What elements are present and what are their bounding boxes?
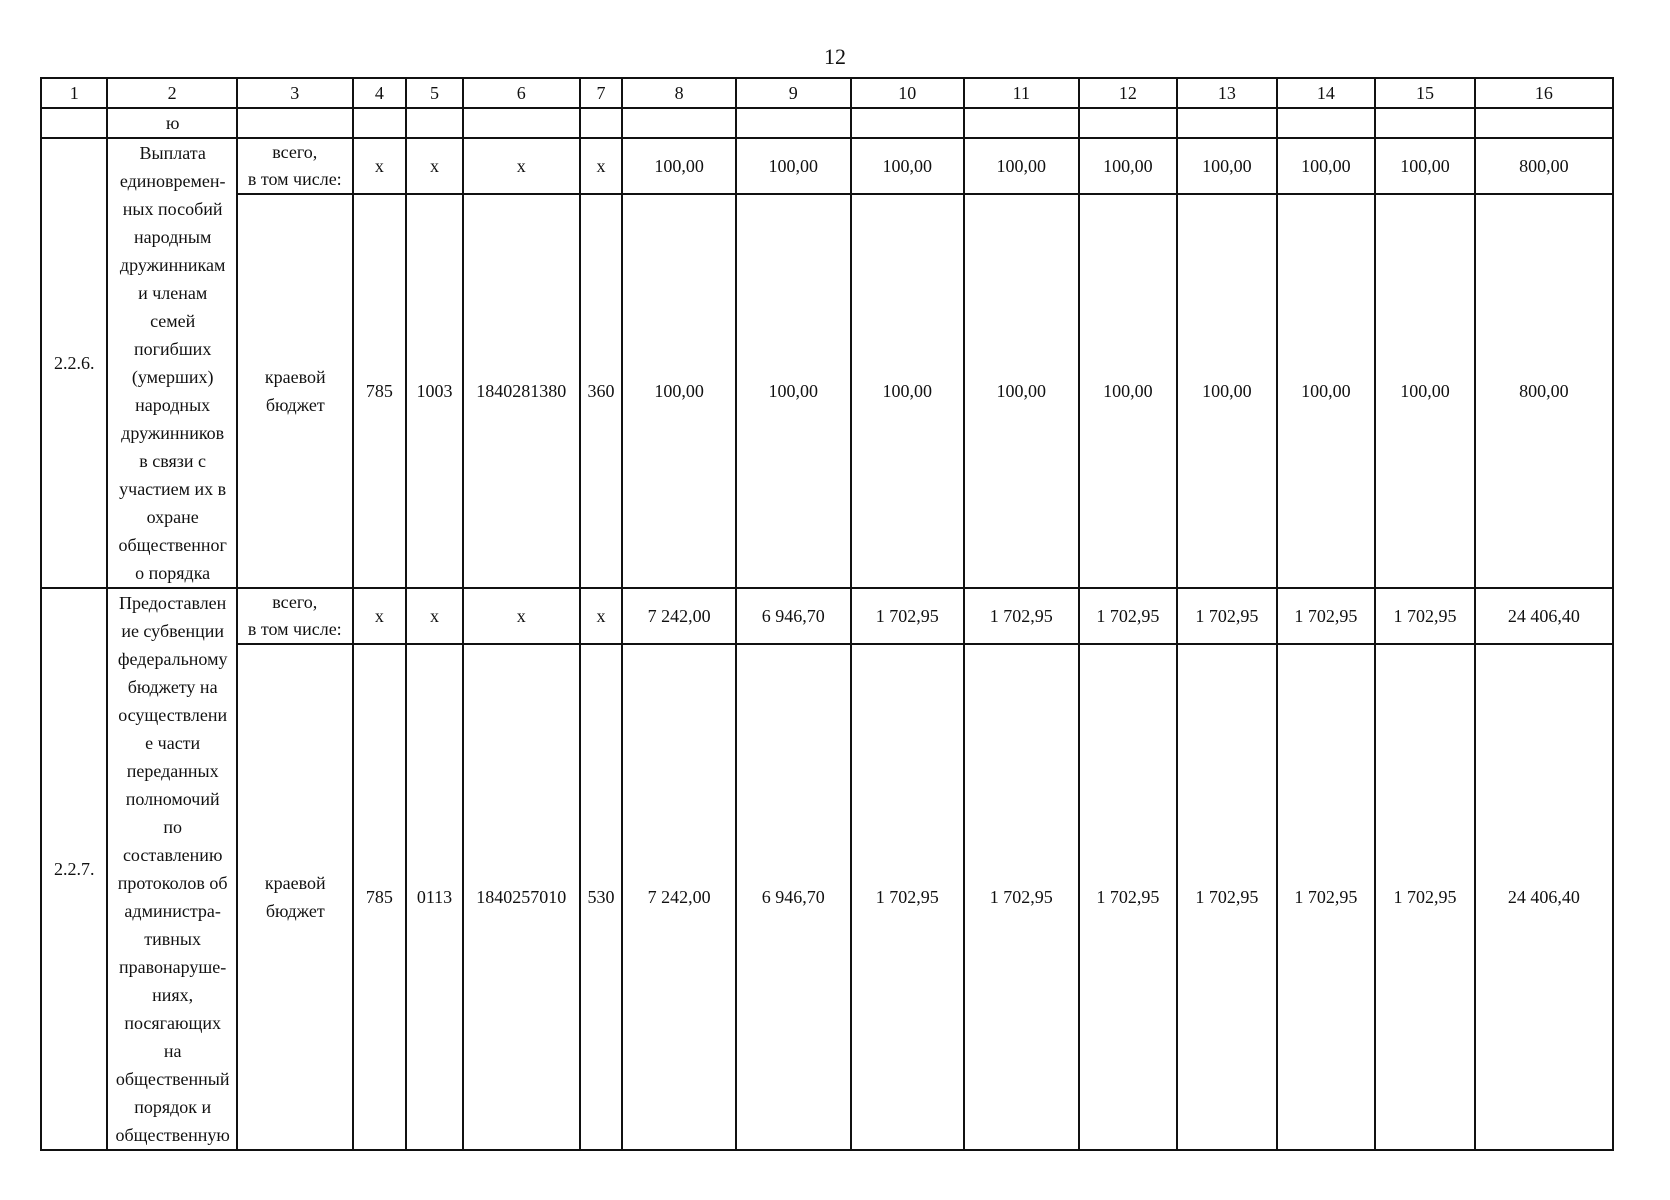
table-row	[41, 588, 1613, 644]
item-code: 2.2.7.	[41, 588, 107, 1150]
table-cell	[41, 108, 107, 138]
table-row	[41, 194, 1613, 588]
name-cell: ю	[107, 108, 237, 138]
column-header: 15	[1375, 78, 1475, 108]
amount-cell: 1 702,95	[1177, 588, 1277, 644]
source-total-label: всего, в том числе:	[237, 138, 353, 194]
table-cell: 0113	[406, 644, 463, 1150]
amount-cell: 100,00	[1177, 138, 1277, 194]
source-cell: краевой бюджет	[237, 194, 353, 588]
table-cell: x	[580, 138, 623, 194]
column-header: 14	[1277, 78, 1376, 108]
table-cell: 1840257010	[463, 644, 580, 1150]
budget-table	[40, 77, 1614, 1151]
amount-cell: 100,00	[964, 194, 1079, 588]
amount-cell: 100,00	[964, 138, 1079, 194]
amount-cell: 100,00	[1177, 194, 1277, 588]
amount-cell: 1 702,95	[1277, 644, 1376, 1150]
table-row	[41, 138, 1613, 194]
column-header: 2	[107, 78, 237, 108]
table-cell: x	[406, 138, 463, 194]
column-header: 1	[41, 78, 107, 108]
amount-cell: 1 702,95	[1375, 588, 1475, 644]
table-cell: 530	[580, 644, 623, 1150]
amount-cell: 100,00	[1079, 138, 1178, 194]
table-cell: 360	[580, 194, 623, 588]
amount-cell: 6 946,70	[736, 588, 851, 644]
table-cell: x	[353, 588, 407, 644]
amount-cell: 100,00	[1375, 138, 1475, 194]
table-cell: x	[463, 588, 580, 644]
amount-cell: 800,00	[1475, 194, 1613, 588]
table-cell	[406, 108, 463, 138]
column-header: 11	[964, 78, 1079, 108]
source-total-label: всего, в том числе:	[237, 588, 353, 644]
table-cell	[463, 108, 580, 138]
table-cell: x	[353, 138, 407, 194]
item-name: Выплата единовремен- ных пособий народным дружинникам и членам семей погибших (умерших) народных дружинников в связи с участием их в охране общественног о порядка	[107, 138, 237, 588]
table-cell	[580, 108, 623, 138]
amount-cell: 24 406,40	[1475, 644, 1613, 1150]
page-number: 12	[824, 44, 846, 69]
amount-cell: 100,00	[622, 138, 736, 194]
amount-cell: 1 702,95	[1079, 588, 1178, 644]
column-header: 10	[851, 78, 965, 108]
table-cell	[622, 108, 736, 138]
column-header: 8	[622, 78, 736, 108]
amount-cell: 7 242,00	[622, 644, 736, 1150]
table-cell: x	[580, 588, 623, 644]
table-cell: 785	[353, 194, 407, 588]
table-cell: 1003	[406, 194, 463, 588]
amount-cell: 100,00	[1277, 138, 1376, 194]
amount-cell: 100,00	[1375, 194, 1475, 588]
amount-cell: 1 702,95	[851, 588, 965, 644]
amount-cell: 800,00	[1475, 138, 1613, 194]
amount-cell: 1 702,95	[964, 588, 1079, 644]
amount-cell: 100,00	[851, 138, 965, 194]
table-cell	[1475, 108, 1613, 138]
table-cell	[964, 108, 1079, 138]
amount-cell: 100,00	[1277, 194, 1376, 588]
amount-cell: 7 242,00	[622, 588, 736, 644]
table-cell	[353, 108, 407, 138]
column-header: 3	[237, 78, 353, 108]
table-cell	[1375, 108, 1475, 138]
amount-cell: 100,00	[851, 194, 965, 588]
table-cell: 1840281380	[463, 194, 580, 588]
amount-cell: 100,00	[736, 194, 851, 588]
table-cell	[1079, 108, 1178, 138]
amount-cell: 1 702,95	[964, 644, 1079, 1150]
column-header: 12	[1079, 78, 1178, 108]
amount-cell: 100,00	[622, 194, 736, 588]
table-cell: x	[463, 138, 580, 194]
amount-cell: 100,00	[1079, 194, 1178, 588]
table-cell	[1177, 108, 1277, 138]
header-row	[41, 78, 1613, 108]
column-header: 7	[580, 78, 623, 108]
continuation-row	[41, 108, 1613, 138]
amount-cell: 100,00	[736, 138, 851, 194]
table-cell	[237, 108, 353, 138]
column-header: 5	[406, 78, 463, 108]
item-code: 2.2.6.	[41, 138, 107, 588]
column-header: 13	[1177, 78, 1277, 108]
amount-cell: 24 406,40	[1475, 588, 1613, 644]
table-cell	[736, 108, 851, 138]
amount-cell: 6 946,70	[736, 644, 851, 1150]
table-cell: 785	[353, 644, 407, 1150]
table-cell	[851, 108, 965, 138]
item-name: Предоставлен ие субвенции федеральному бюджету на осуществлени е части переданных полномочий по составлению протоколов об администра- тивных правонаруше- ниях, посягающих на общественный порядок и общественную	[107, 588, 237, 1150]
amount-cell: 1 702,95	[851, 644, 965, 1150]
table-row	[41, 644, 1613, 1150]
column-header: 16	[1475, 78, 1613, 108]
amount-cell: 1 702,95	[1277, 588, 1376, 644]
source-cell: краевой бюджет	[237, 644, 353, 1150]
amount-cell: 1 702,95	[1079, 644, 1178, 1150]
column-header: 4	[353, 78, 407, 108]
table-cell	[1277, 108, 1376, 138]
column-header: 6	[463, 78, 580, 108]
amount-cell: 1 702,95	[1177, 644, 1277, 1150]
table-cell: x	[406, 588, 463, 644]
amount-cell: 1 702,95	[1375, 644, 1475, 1150]
column-header: 9	[736, 78, 851, 108]
